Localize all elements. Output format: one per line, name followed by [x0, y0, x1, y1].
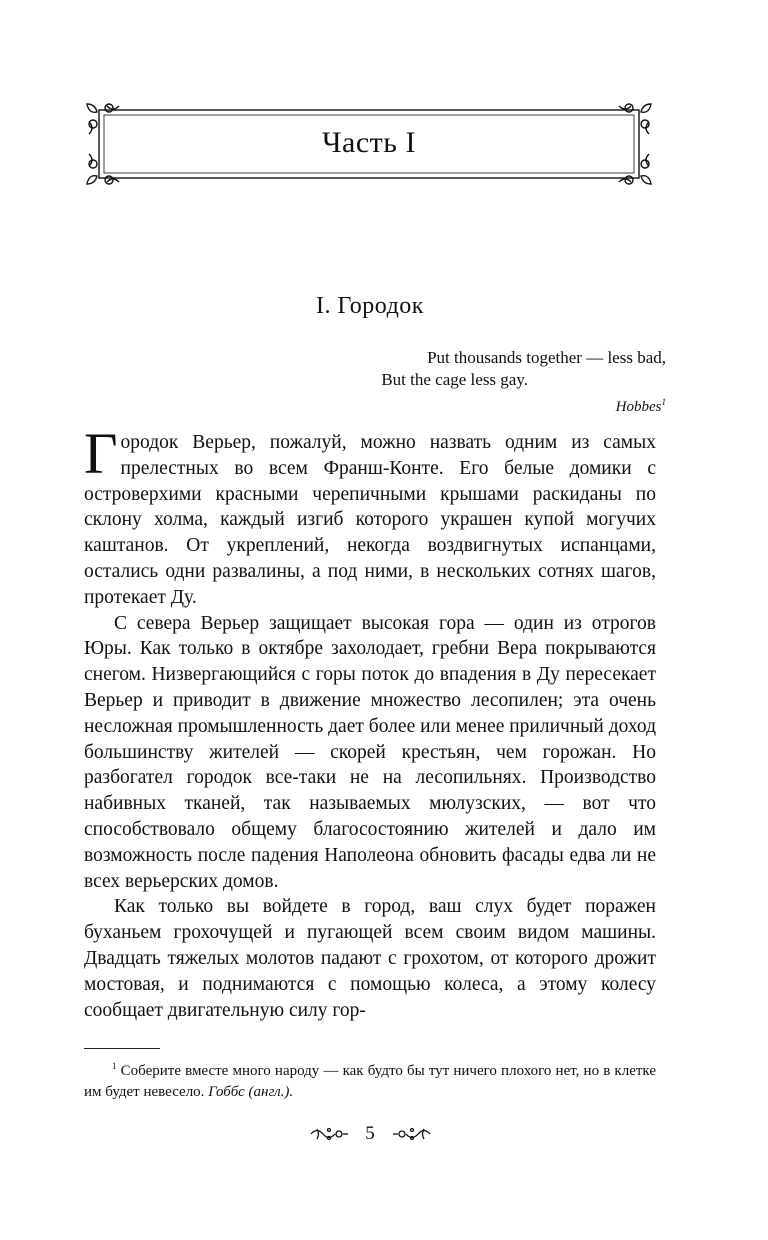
page-number: 5: [365, 1122, 375, 1144]
epigraph-line-1: Put thousands together — less bad,: [427, 348, 666, 367]
epigraph-footnote-mark: 1: [661, 397, 666, 407]
epigraph: [300, 347, 666, 418]
folio-ornament-right-icon: [392, 1126, 432, 1142]
paragraph-1: [84, 421, 656, 611]
chapter-title: I. Городок: [316, 293, 424, 319]
paragraph-1-text: ородок Верьер, пожалуй, можно назвать одним из самых прелестных во всем Франш-Конте. Его белые домики с островерхими красными черепичными крышами раскиданы по склону холма, каждый изгиб которого украшен купой могучих каштанов. От укреплений, некогда воздвигнутых испанцами, остались одни развалины, а под ними, в нескольких сотнях шагов, протекает Ду.: [84, 432, 656, 608]
epigraph-line-2: But the cage less gay.: [381, 370, 528, 389]
folio-ornament-left-icon: [309, 1126, 349, 1142]
chapter-body: [84, 421, 656, 1023]
page-folio: [0, 1122, 740, 1145]
footnote: [84, 1056, 656, 1103]
part-title: Часть I: [322, 126, 416, 159]
part-title-frame: [83, 100, 655, 188]
epigraph-author: [300, 391, 666, 418]
paragraph-2: С севера Верьер защищает высокая гора — один из отрогов Юры. Как только в октябре захолодает, гребни Вера покрываются снегом. Низвергающийся с горы поток до впадения в Ду пересекает Верьер и приводит в движение множество лесопилен; эта очень несложная промышленность дает более или менее приличный доход большинству жителей — скорей крестьян, чем горожан. Но разбогател городок все-таки не на лесопильнях. Производство набивных тканей, так называемых мюлузских, — вот что способствовало общему благосостоянию жителей и дало им возможность после падения Наполеона обновить фасады едва ли не всех верьерских домов.: [84, 612, 656, 892]
footnote-source: Гоббс (англ.).: [208, 1084, 294, 1100]
footnote-text: Соберите вместе много народу — как будто бы тут ничего плохого нет, но в клетке им будет невесело.: [84, 1063, 656, 1100]
paragraph-3: Как только вы войдете в город, ваш слух будет поражен буханьем грохочущей и пугающей всем своим видом машины. Двадцать тяжелых молотов падают с грохотом, от которого дрожит мостовая, и поднимаются с помощью колеса, а этому колесу сообщает двигательную силу гор-: [84, 896, 656, 1021]
footnote-divider: [84, 1048, 160, 1049]
epigraph-author-name: Hobbes: [615, 399, 662, 415]
drop-cap: Г: [84, 421, 118, 486]
footnote-mark: 1: [112, 1061, 117, 1071]
